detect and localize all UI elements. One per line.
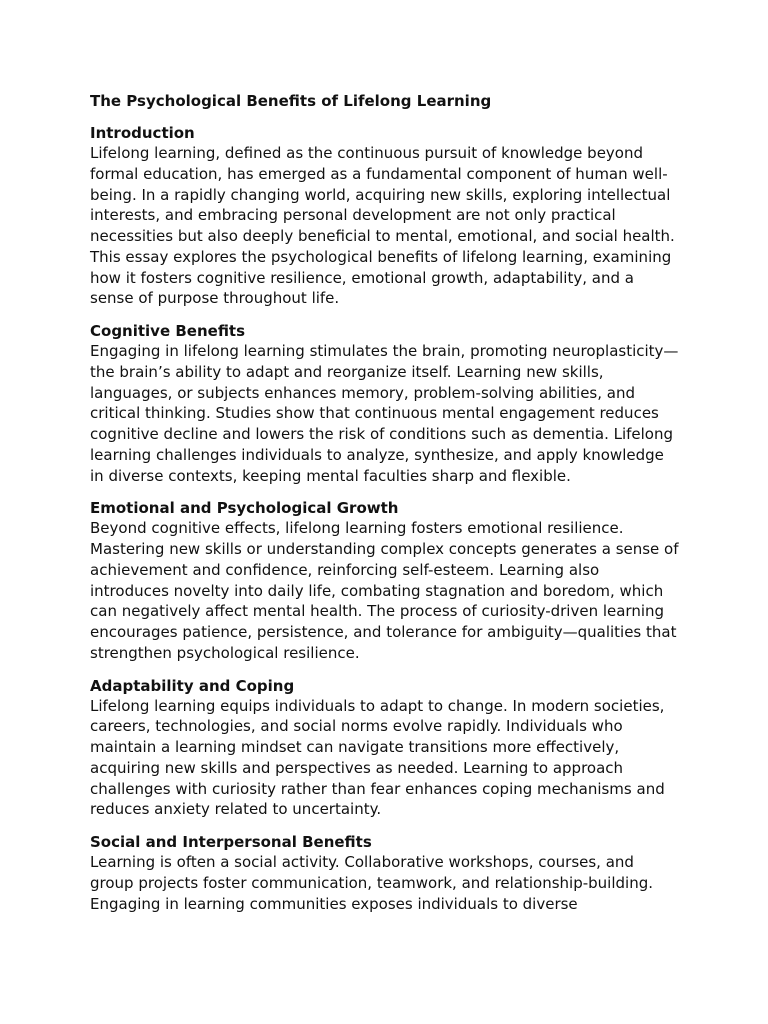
section-heading: Cognitive Benefits xyxy=(90,322,246,340)
section-heading: Introduction xyxy=(90,124,195,142)
section-paragraph: Engaging in lifelong learning stimulates the brain, promoting neuroplasticity—the brain’s ability to adapt and reorganize itself. Learning new skills, languages, or subjects enhances memory, problem-solving abilities, and critical thinking. Studies show that continuous mental engagement reduces cognitive decline and lowers the risk of conditions such as dementia. Lifelong learning challenges individuals to analyze, synthesize, and apply knowledge in diverse contexts, keeping mental faculties sharp and flexible. xyxy=(90,342,679,485)
section-heading: Social and Interpersonal Benefits xyxy=(90,833,372,851)
section-heading: Emotional and Psychological Growth xyxy=(90,499,399,518)
document-page xyxy=(90,91,682,926)
document-title: The Psychological Benefits of Lifelong Learning xyxy=(90,92,492,110)
section-heading: Adaptability and Coping xyxy=(90,676,295,695)
section-adaptability xyxy=(90,676,682,821)
section-paragraph: Lifelong learning, defined as the continuous pursuit of knowledge beyond formal education, has emerged as a fundamental component of human well-being. In a rapidly changing world, acquiring new skills, exploring intellectual interests, and embracing personal development are not only practical necessities but also deeply beneficial to mental, emotional, and social health. This essay explores the psychological benefits of lifelong learning, examining how it fosters cognitive resilience, emotional growth, adaptability, and a sense of purpose throughout life. xyxy=(90,144,675,308)
section-paragraph: Learning is often a social activity. Collaborative workshops, courses, and group projects foster communication, teamwork, and relationship-building. Engaging in learning communities exposes individuals to diverse xyxy=(90,853,653,913)
section-paragraph: Lifelong learning equips individuals to adapt to change. In modern societies, careers, technologies, and social norms evolve rapidly. Individuals who maintain a learning mindset can navigate transitions more effectively, acquiring new skills and perspectives as needed. Learning to approach challenges with curiosity rather than fear enhances coping mechanisms and reduces anxiety related to uncertainty. xyxy=(90,696,665,819)
section-social-benefits xyxy=(90,832,682,914)
section-cognitive-benefits xyxy=(90,321,682,486)
section-paragraph: Beyond cognitive effects, lifelong learning fosters emotional resilience. Mastering new skills or understanding complex concepts generates a sense of achievement and confidence, reinforcing self-esteem. Learning also introduces novelty into daily life, combating stagnation and boredom, which can negatively affect mental health. The process of curiosity-driven learning encourages patience, persistence, and tolerance for ambiguity—qualities that strengthen psychological resilience. xyxy=(90,519,679,662)
section-emotional-growth xyxy=(90,498,682,663)
section-introduction xyxy=(90,123,682,309)
